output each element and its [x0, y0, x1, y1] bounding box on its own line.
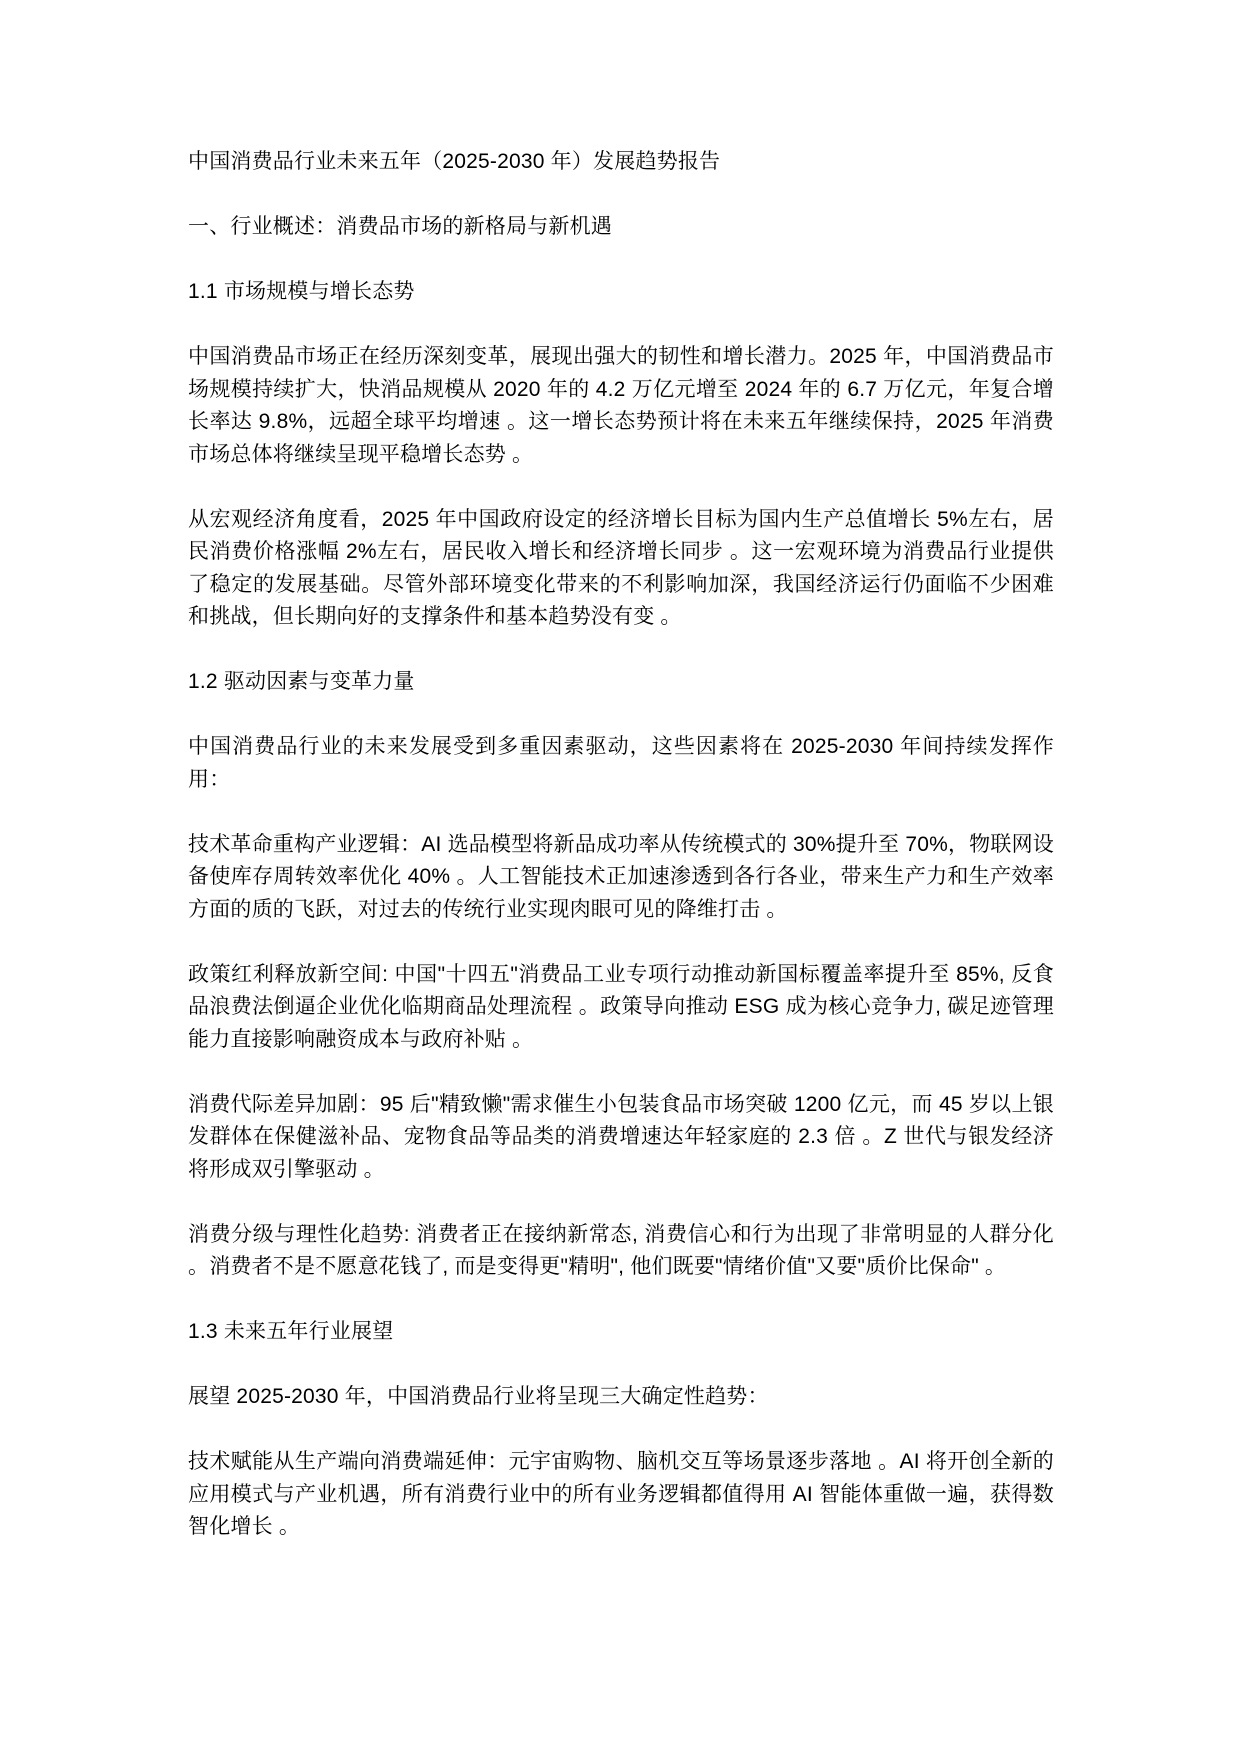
para-generational-divergence: 消费代际差异加剧：95 后"精致懒"需求催生小包装食品市场突破 1200 亿元，而 45 岁以上银发群体在保健滋补品、宠物食品等品类的消费增速达年轻家庭的 2.3 倍 。Z 世代与银发经济将形成双引擎驱动 。	[188, 1092, 1054, 1181]
para-consumption-stratification: 消费分级与理性化趋势: 消费者正在接纳新常态, 消费信心和行为出现了非常明显的人群分化 。消费者不是不愿意花钱了, 而是变得更"精明", 他们既要"情绪价值"又要"质价比保命" 。	[188, 1222, 1054, 1278]
para-policy-dividend: 政策红利释放新空间: 中国"十四五"消费品工业专项行动推动新国标覆盖率提升至 85%, 反食品浪费法倒逼企业优化临期商品处理流程 。政策导向推动 ESG 成为核心竞争力, 碳足迹管理能力直接影响融资成本与政府补贴 。	[188, 962, 1054, 1051]
section-1-heading: 一、行业概述：消费品市场的新格局与新机遇	[188, 215, 612, 238]
para-tech-revolution: 技术革命重构产业逻辑：AI 选品模型将新品成功率从传统模式的 30%提升至 70%，物联网设备使库存周转效率优化 40% 。人工智能技术正加速渗透到各行各业，带来生产力和生产效率方面的质的飞跃，对过去的传统行业实现肉眼可见的降维打击 。	[188, 832, 1054, 921]
para-market-growth: 中国消费品市场正在经历深刻变革，展现出强大的韧性和增长潜力。2025 年，中国消费品市场规模持续扩大，快消品规模从 2020 年的 4.2 万亿元增至 2024 年的 6.7 万亿元，年复合增长率达 9.8%，远超全球平均增速 。这一增长态势预计将在未来五年继续保持，2025 年消费市场总体将继续呈现平稳增长态势 。	[188, 345, 1054, 466]
document-content	[188, 146, 1054, 1544]
heading-1-3: 1.3 未来五年行业展望	[188, 1320, 394, 1343]
heading-1-2: 1.2 驱动因素与变革力量	[188, 670, 415, 693]
para-drivers-intro: 中国消费品行业的未来发展受到多重因素驱动，这些因素将在 2025-2030 年间持续发挥作用：	[188, 735, 1054, 791]
para-tech-empowerment: 技术赋能从生产端向消费端延伸：元宇宙购物、脑机交互等场景逐步落地 。AI 将开创全新的应用模式与产业机遇，所有消费行业中的所有业务逻辑都值得用 AI 智能体重做一遍，获得数智化增长 。	[188, 1450, 1054, 1538]
heading-1-1: 1.1 市场规模与增长态势	[188, 280, 415, 303]
para-macro-economy: 从宏观经济角度看，2025 年中国政府设定的经济增长目标为国内生产总值增长 5%左右，居民消费价格涨幅 2%左右，居民收入增长和经济增长同步 。这一宏观环境为消费品行业提供了稳定的发展基础。尽管外部环境变化带来的不利影响加深，我国经济运行仍面临不少困难和挑战，但长期向好的支撑条件和基本趋势没有变 。	[188, 507, 1054, 628]
doc-title: 中国消费品行业未来五年（2025-2030 年）发展趋势报告	[188, 150, 721, 173]
para-outlook-intro: 展望 2025-2030 年，中国消费品行业将呈现三大确定性趋势：	[188, 1385, 769, 1408]
